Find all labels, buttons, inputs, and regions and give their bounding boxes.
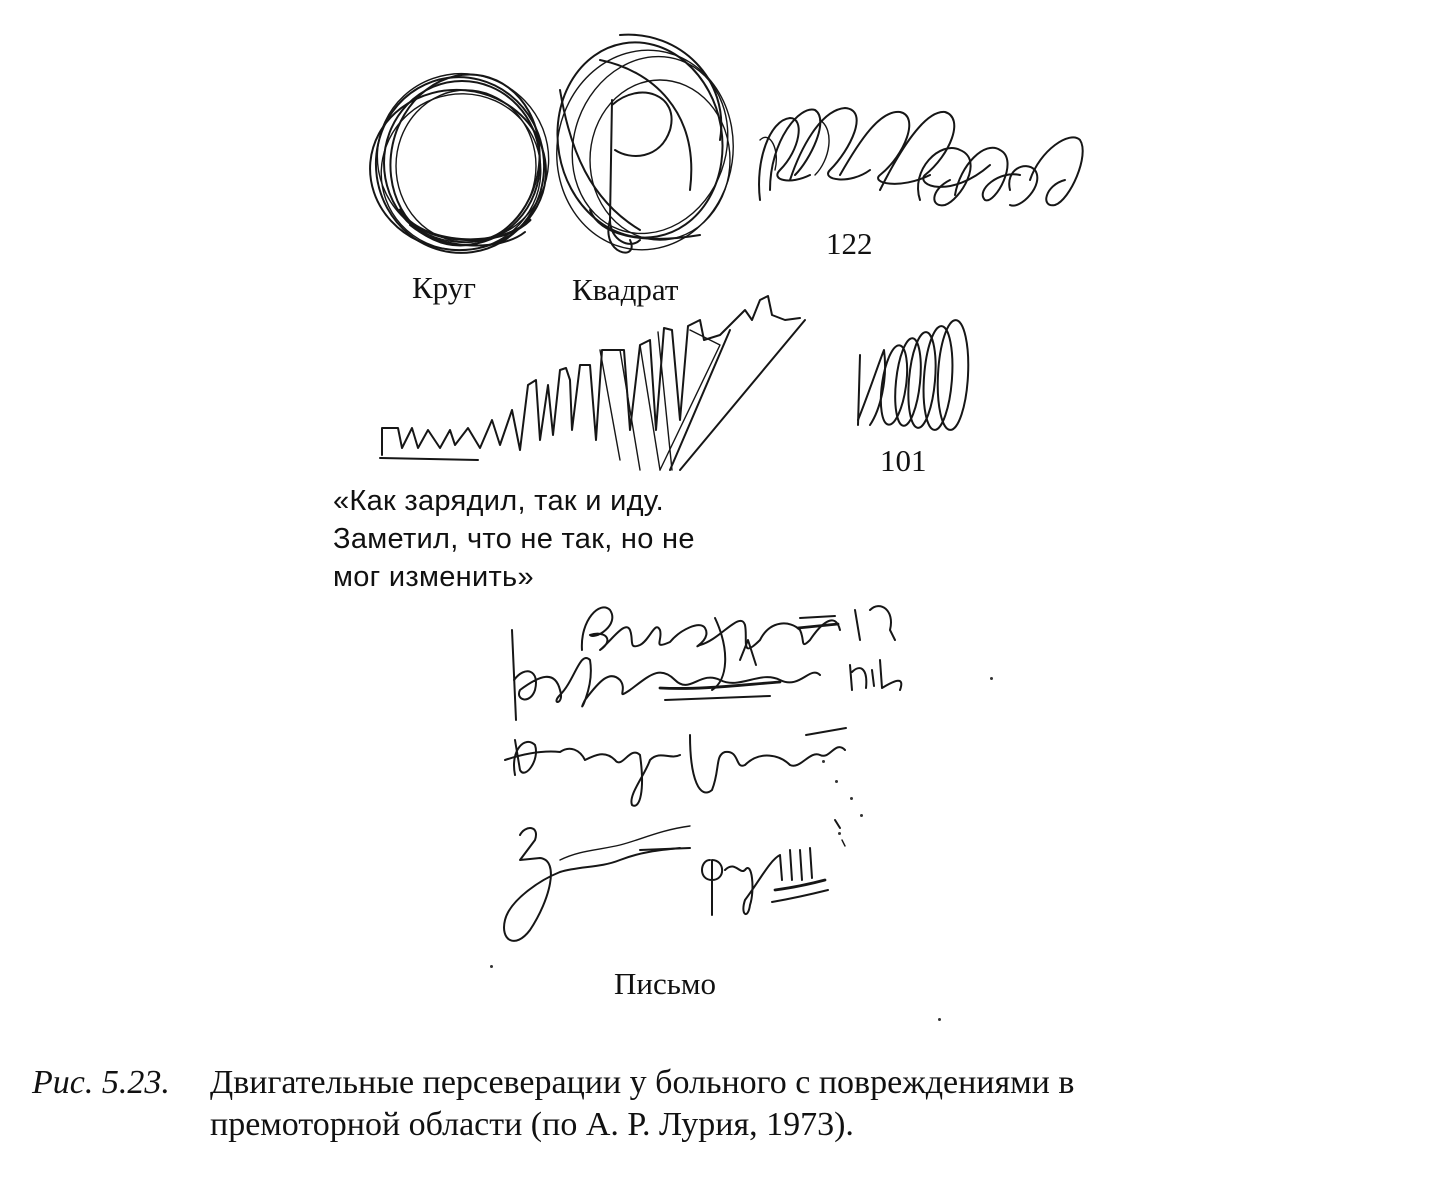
ink-dot (990, 677, 993, 680)
patient-quote (333, 482, 695, 596)
ink-dot (860, 814, 863, 817)
sequence-drawing (380, 296, 805, 470)
writing-label: Письмо (614, 966, 716, 1001)
circle-label: Круг (412, 270, 476, 305)
caption-line-1: Двигательные персеверации у больного с повреждениями в (210, 1064, 1075, 1101)
square-drawing (542, 29, 752, 261)
number-101-label: 101 (880, 443, 927, 478)
ink-dot (490, 965, 493, 968)
quote-line: мог изменить» (333, 561, 534, 593)
ink-dot (938, 1018, 941, 1021)
number-122-label: 122 (826, 226, 873, 261)
ink-dot (835, 780, 838, 783)
quote-line: Заметил, что не так, но не (333, 523, 695, 555)
square-label: Квадрат (572, 272, 679, 307)
number-122-drawing (759, 108, 1083, 206)
ink-dot (838, 832, 841, 835)
figure-caption (32, 1062, 1352, 1146)
number-101-drawing (858, 319, 971, 431)
ink-dot (822, 760, 825, 763)
caption-line-2: премоторной области (по А. Р. Лурия, 1973). (210, 1106, 854, 1143)
quote-line: «Как зарядил, так и иду. (333, 485, 665, 517)
ink-dot (850, 797, 853, 800)
figure-number: Рис. 5.23. (32, 1064, 170, 1101)
handwriting-sample (504, 606, 901, 941)
circle-drawing (350, 46, 577, 273)
